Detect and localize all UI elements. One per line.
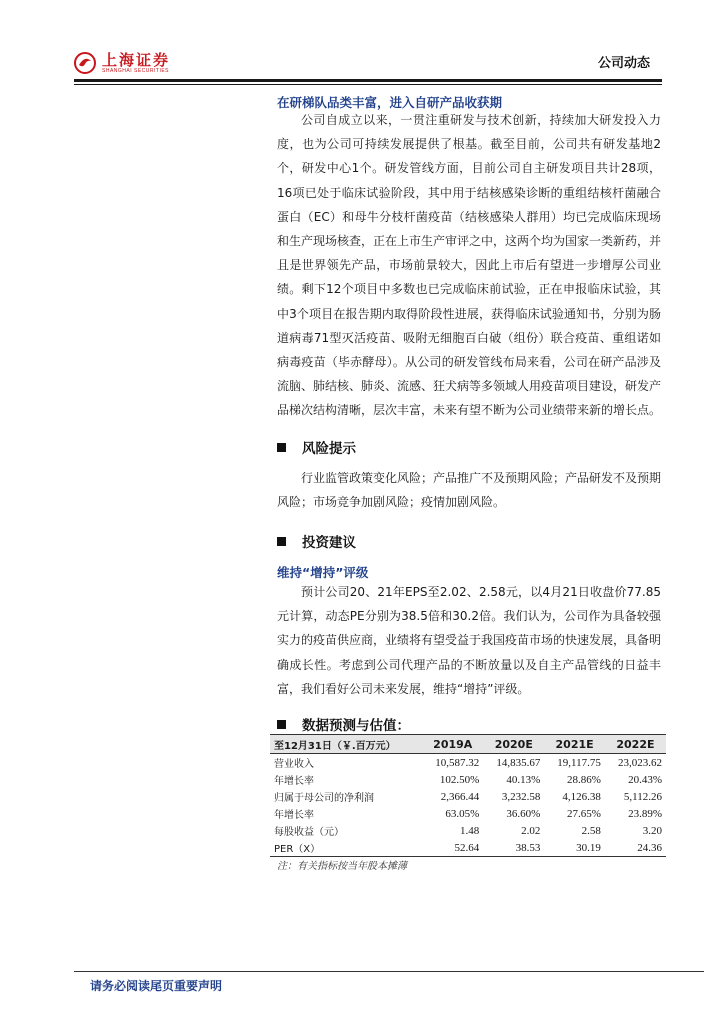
table-row	[270, 771, 666, 788]
pipeline-paragraph	[277, 108, 661, 423]
table-cell: 20.43%	[628, 773, 662, 786]
footer-divider	[74, 971, 704, 972]
table-cell: 38.53	[483, 839, 544, 857]
row-label: 归属于母公司的净利润	[274, 793, 374, 804]
header-cell: 2020E	[483, 735, 544, 754]
table-cell: 10,587.32	[435, 756, 480, 769]
section-subtitle-pipeline: 在研梯队品类丰富，进入自研产品收获期	[277, 95, 503, 110]
rating-subtitle: 维持“增持”评级	[277, 565, 369, 580]
table-cell: 27.65%	[566, 807, 601, 820]
table-row	[270, 822, 666, 839]
row-label: 营业收入	[274, 759, 314, 770]
row-label: 年增长率	[274, 776, 314, 787]
row-label: PER（X）	[270, 839, 422, 857]
table-heading	[270, 715, 666, 733]
table-cell: 5,112.26	[623, 790, 662, 803]
table-cell: 23,023.62	[618, 756, 662, 769]
table-cell: 19,117.75	[557, 756, 601, 769]
table-cell: 52.64	[422, 839, 483, 857]
forecast-table-block	[270, 715, 666, 857]
table-cell: 14,835.67	[496, 756, 541, 769]
document-type: 公司动态	[597, 56, 650, 71]
table-cell: 3.20	[642, 824, 662, 837]
risk-paragraph	[277, 466, 661, 514]
table-cell: 23.89%	[628, 807, 662, 820]
table-cell: 28.86%	[566, 773, 601, 786]
row-label: 每股收益（元）	[274, 827, 344, 838]
table-cell: 24.36	[605, 839, 666, 857]
table-row	[270, 839, 666, 857]
table-cell: 3,232.58	[501, 790, 541, 803]
forecast-table	[270, 734, 666, 857]
header-divider	[74, 79, 662, 82]
table-cell: 1.48	[460, 824, 480, 837]
logo-text-cn: 上海证券	[102, 51, 171, 69]
bullet-square-icon	[277, 443, 286, 452]
paragraph-text: 公司自成立以来，一贯注重研发与技术创新，持续加大研发投入力度，也为公司可持续发展提供了根基。截至目前，公司共有研发基地2个，研发中心1个。研发管线方面，目前公司自主研发项目共计28项，16项已处于临床试验阶段，其中用于结核感染诊断的重组结核杆菌融合蛋白（EC）和母牛分枝杆菌疫苗（结核感染人群用）均已完成临床现场和生产现场核查，正在上市生产审评之中，这两个均为国家一类新药，并且是世界领先产品，市场前景较大，因此上市后有望进一步增厚公司业绩。剩下12个项目中多数也已完成临床前试验，正在申报临床试验，其中3个项目在报告期内取得阶段性进展，获得临床试验通知书，分别为肠道病毒71型灭活疫苗、吸附无细胞百白破（组份）联合疫苗、重组诺如病毒疫苗（毕赤酵母）。从公司的研发管线布局来看，公司在研产品涉及流脑、肺结核、肺炎、流感、狂犬病等多领域人用疫苗项目建设，研发产品梯次结构清晰，层次丰富，未来有望不断为公司业绩带来新的增长点。	[277, 113, 662, 418]
table-cell: 2.02	[521, 824, 541, 837]
table-cell: 4,126.38	[562, 790, 601, 803]
paragraph-text: 行业监管政策变化风险；产品推广不及预期风险；产品研发不及预期风险；市场竞争加剧风险；疫情加剧风险。	[277, 471, 662, 510]
invest-paragraph	[277, 580, 661, 701]
table-cell: 40.13%	[506, 773, 541, 786]
header-cell: 至12月31日（￥.百万元）	[270, 735, 422, 754]
bullet-square-icon	[277, 720, 286, 729]
table-cell: 2,366.44	[440, 790, 480, 803]
header-cell: 2021E	[544, 735, 605, 754]
table-cell: 102.50%	[439, 773, 480, 786]
table-cell: 36.60%	[506, 807, 541, 820]
table-title: 数据预测与估值：	[302, 718, 410, 734]
paragraph-text: 预计公司20、21年EPS至2.02、2.58元，以4月21日收盘价77.85元计算，动态PE分别为38.5倍和30.2倍。我们认为，公司作为具备较强实力的疫苗供应商，业绩将有望受益于我国疫苗市场的快速发展，具备明确成长性。考虑到公司代理产品的不断放量以及自主产品管线的日益丰富，我们看好公司未来发展，维持“增持”评级。	[277, 585, 662, 696]
table-note: 注：有关指标按当年股本摊薄	[277, 861, 407, 872]
table-row	[270, 788, 666, 805]
table-row	[270, 805, 666, 822]
risk-heading	[277, 437, 356, 457]
header-cell: 2022E	[605, 735, 666, 754]
logo-icon	[74, 52, 96, 74]
table-cell: 2.58	[581, 824, 601, 837]
header-divider-thin	[74, 84, 662, 85]
table-header-row	[270, 735, 666, 754]
company-logo	[74, 52, 170, 74]
header-cell: 2019A	[422, 735, 483, 754]
risk-title: 风险提示	[302, 441, 356, 457]
invest-title: 投资建议	[302, 535, 356, 551]
logo-text-en: SHANGHAI SECURITIES	[102, 68, 170, 74]
table-cell: 63.05%	[445, 807, 480, 820]
disclaimer-link[interactable]: 请务必阅读尾页重要声明	[90, 979, 223, 993]
table-row	[270, 754, 666, 772]
bullet-square-icon	[277, 537, 286, 546]
table-cell: 30.19	[544, 839, 605, 857]
row-label: 年增长率	[274, 810, 314, 821]
invest-heading	[277, 531, 356, 551]
